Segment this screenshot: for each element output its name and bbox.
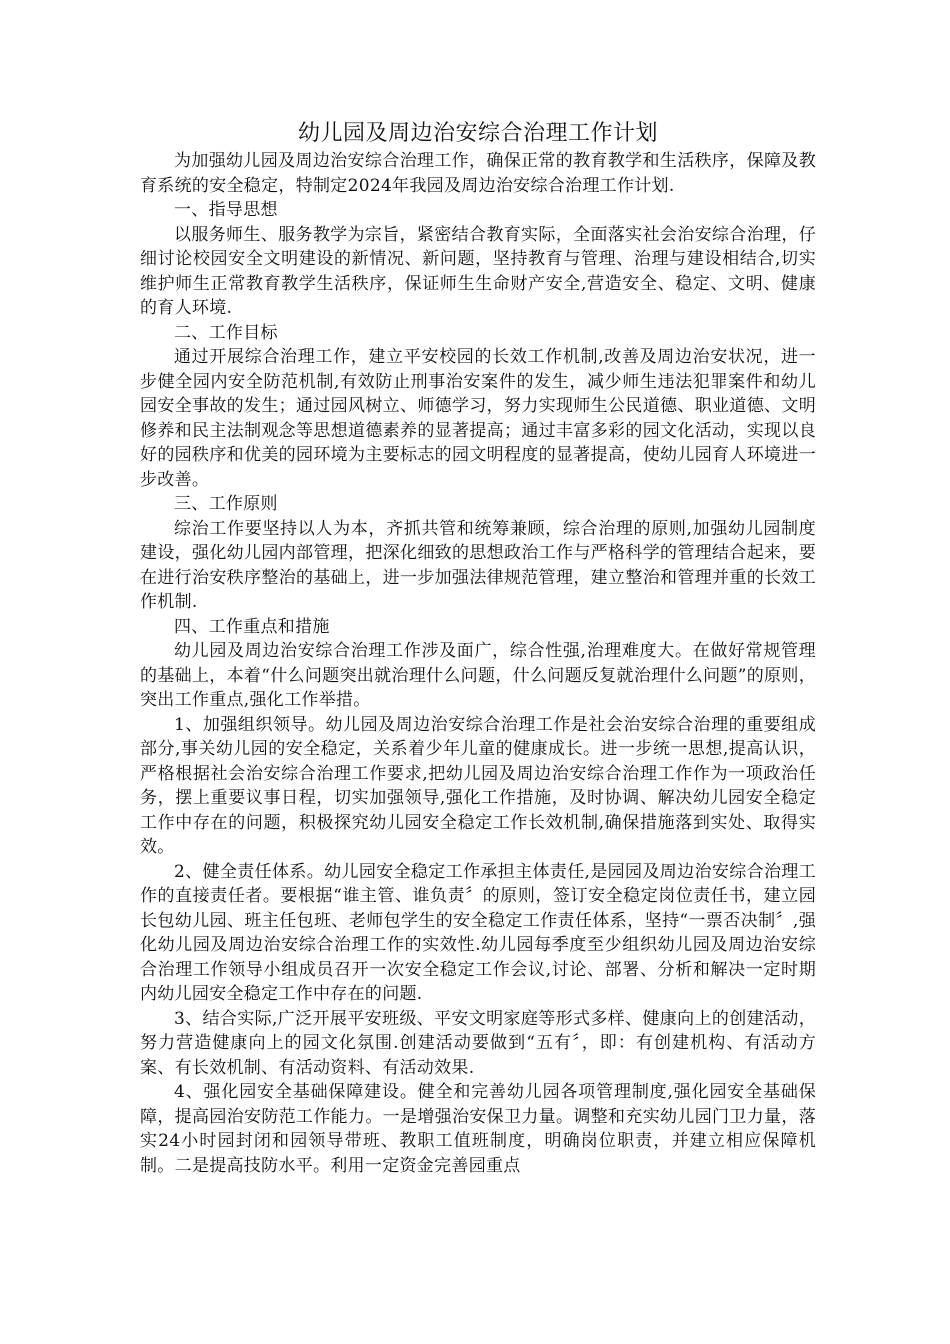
- document-title: 幼儿园及周边治安综合治理工作计划: [297, 121, 658, 146]
- measure-paragraph-2: 2、健全责任体系。幼儿园安全稳定工作承担主体责任,是园园及周边治安综合治理工作的直接责任者。要根据“谁主管、谁负责〞的原则，签订安全稳定岗位责任书，建立园长包幼儿园、班主任包班、老师包学生的安全稳定工作责任体系，坚持“一票否决制〞,强化幼儿园及周边治安综合治理工作的实效性.幼儿园每季度至少组织幼儿园及周边治安综合治理工作领导小组成员召开一次安全稳定工作会议,讨论、部署、分析和解决一定时期内幼儿园安全稳定工作中存在的问题.: [140, 861, 816, 1004]
- section-heading-work-principles: 三、工作原则: [174, 494, 278, 514]
- measure-paragraph-4: 4、强化园安全基础保障建设。健全和完善幼儿园各项管理制度,强化园安全基础保障，提高园治安防范工作能力。一是增强治安保卫力量。调整和充实幼儿园门卫力量，落实24小时园封闭和园领导带班、教职工值班制度，明确岗位职责，并建立相应保障机制。二是提高技防水平。利用一定资金完善园重点: [140, 1082, 816, 1176]
- section-paragraph: 以服务师生、服务教学为宗旨，紧密结合教育实际，全面落实社会治安综合治理，仔细讨论校园安全文明建设的新情况、新问题，坚持教育与管理、治理与建设相结合,切实维护师生正常教育教学生活秩序，保证师生生命财产安全,营造安全、稳定、文明、健康的育人环境.: [140, 224, 816, 318]
- section-paragraph: 通过开展综合治理工作，建立平安校园的长效工作机制,改善及周边治安状况，进一步健全园内安全防范机制,有效防止刑事治安案件的发生，减少师生违法犯罪案件和幼儿园安全事故的发生；通过园风树立、师德学习，努力实现师生公民道德、职业道德、文明修养和民主法制观念等思想道德素养的显著提高；通过丰富多彩的园文化活动，实现以良好的园秩序和优美的园环境为主要标志的园文明程度的显著提高，使幼儿园育人环境进一步改善。: [140, 347, 816, 490]
- section-heading-key-measures: 四、工作重点和措施: [174, 616, 330, 637]
- measure-paragraph-3: 3、结合实际,广泛开展平安班级、平安文明家庭等形式多样、健康向上的创建活动，努力营造健康向上的园文化氛围.创建活动要做到“五有〞，即：有创建机构、有活动方案、有长效机制、有活动资料、有活动效果.: [140, 1008, 816, 1078]
- measure-paragraph-1: 1、加强组织领导。幼儿园及周边治安综合治理工作是社会治安综合治理的重要组成部分,事关幼儿园的安全稳定，关系着少年儿童的健康成长。进一步统一思想,提高认识，严格根据社会治安综合治理工作要求,把幼儿园及周边治安综合治理工作作为一项政治任务，摆上重要议事日程，切实加强领导,强化工作措施，及时协调、解决幼儿园安全稳定工作中存在的问题，积极探究幼儿园安全稳定工作长效机制,确保措施落到实处、取得实效。: [140, 714, 816, 857]
- section-heading-guiding-thought: 一、指导思想: [174, 200, 278, 220]
- section-paragraph: 幼儿园及周边治安综合治理工作涉及面广，综合性强,治理难度大。在做好常规管理的基础上，本着“什么问题突出就治理什么问题，什么问题反复就治理什么问题”的原则，突出工作重点,强化工作举措。: [140, 641, 816, 710]
- intro-paragraph: 为加强幼儿园及周边治安综合治理工作，确保正常的教育教学和生活秩序，保障及教育系统的安全稳定，特制定2024年我园及周边治安综合治理工作计划.: [140, 151, 816, 196]
- section-paragraph: 综治工作要坚持以人为本，齐抓共管和统筹兼顾，综合治理的原则,加强幼儿园制度建设，强化幼儿园内部管理，把深化细致的思想政治工作与严格科学的管理结合起来，要在进行治安秩序整治的基础上，进一步加强法律规范管理，建立整治和管理并重的长效工作机制.: [140, 518, 816, 612]
- section-heading-work-goals: 二、工作目标: [174, 322, 278, 343]
- document-body: [140, 121, 816, 1178]
